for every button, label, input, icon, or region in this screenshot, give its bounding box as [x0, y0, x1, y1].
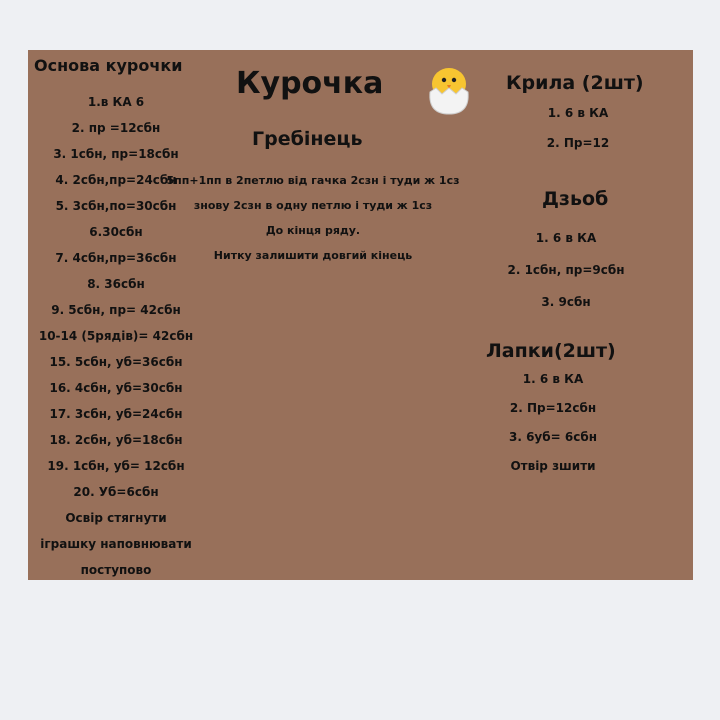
paws-heading: Лапки(2шт) — [486, 340, 616, 362]
base-line: 6.30сбн — [89, 225, 143, 239]
paws-line: 3. 6уб= 6сбн — [508, 430, 598, 444]
paws-line: 2. Пр=12сбн — [509, 401, 597, 415]
comb-line: знову 2сзн в одну петлю і туди ж 1сз — [193, 199, 433, 212]
base-line: 18. 2сбн, уб=18сбн — [49, 433, 183, 447]
hatching-chick-icon — [418, 58, 480, 120]
base-line: 2. пр =12сбн — [71, 121, 161, 135]
page-title: Курочка — [236, 66, 384, 101]
comb-heading: Гребінець — [252, 128, 363, 150]
base-line: 5. 3сбн,по=30сбн — [55, 199, 177, 213]
comb-line: Нитку залишити довгий кінець — [213, 249, 413, 262]
base-line: 20. Уб=6сбн — [73, 485, 159, 499]
comb-line: 5пп+1пп в 2петлю від гачка 2сзн і туди ж 1сз — [166, 174, 460, 187]
base-heading: Основа курочки — [34, 56, 183, 75]
base-line: іграшку наповнювати — [40, 537, 192, 551]
base-line: 8. 36сбн — [87, 277, 145, 291]
base-line: поступово — [80, 563, 152, 577]
base-line: 10-14 (5рядів)= 42сбн — [38, 329, 194, 343]
recipe-card — [28, 50, 693, 580]
beak-line: 3. 9сбн — [541, 295, 591, 309]
base-line: 7. 4сбн,пр=36сбн — [55, 251, 177, 265]
beak-line: 2. 1сбн, пр=9сбн — [507, 263, 625, 277]
beak-line: 1. 6 в КА — [535, 231, 597, 245]
wings-line: 1. 6 в КА — [547, 106, 609, 120]
base-line: Освір стягнути — [65, 511, 167, 525]
base-line: 16. 4сбн, уб=30сбн — [49, 381, 183, 395]
base-line: 9. 5сбн, пр= 42сбн — [51, 303, 181, 317]
base-line: 19. 1сбн, уб= 12сбн — [47, 459, 185, 473]
base-line: 1.в КА 6 — [87, 95, 145, 109]
beak-heading: Дзьоб — [542, 188, 609, 210]
wings-heading: Крила (2шт) — [506, 72, 644, 94]
base-line: 4. 2сбн,пр=24сбн — [55, 173, 177, 187]
wings-line: 2. Пр=12 — [546, 136, 610, 150]
comb-line: До кінця ряду. — [265, 224, 361, 237]
base-line: 3. 1сбн, пр=18сбн — [53, 147, 179, 161]
base-line: 17. 3сбн, уб=24сбн — [49, 407, 183, 421]
base-line: 15. 5сбн, уб=36сбн — [49, 355, 183, 369]
paws-line: Отвір зшити — [510, 459, 596, 473]
paws-line: 1. 6 в КА — [522, 372, 584, 386]
